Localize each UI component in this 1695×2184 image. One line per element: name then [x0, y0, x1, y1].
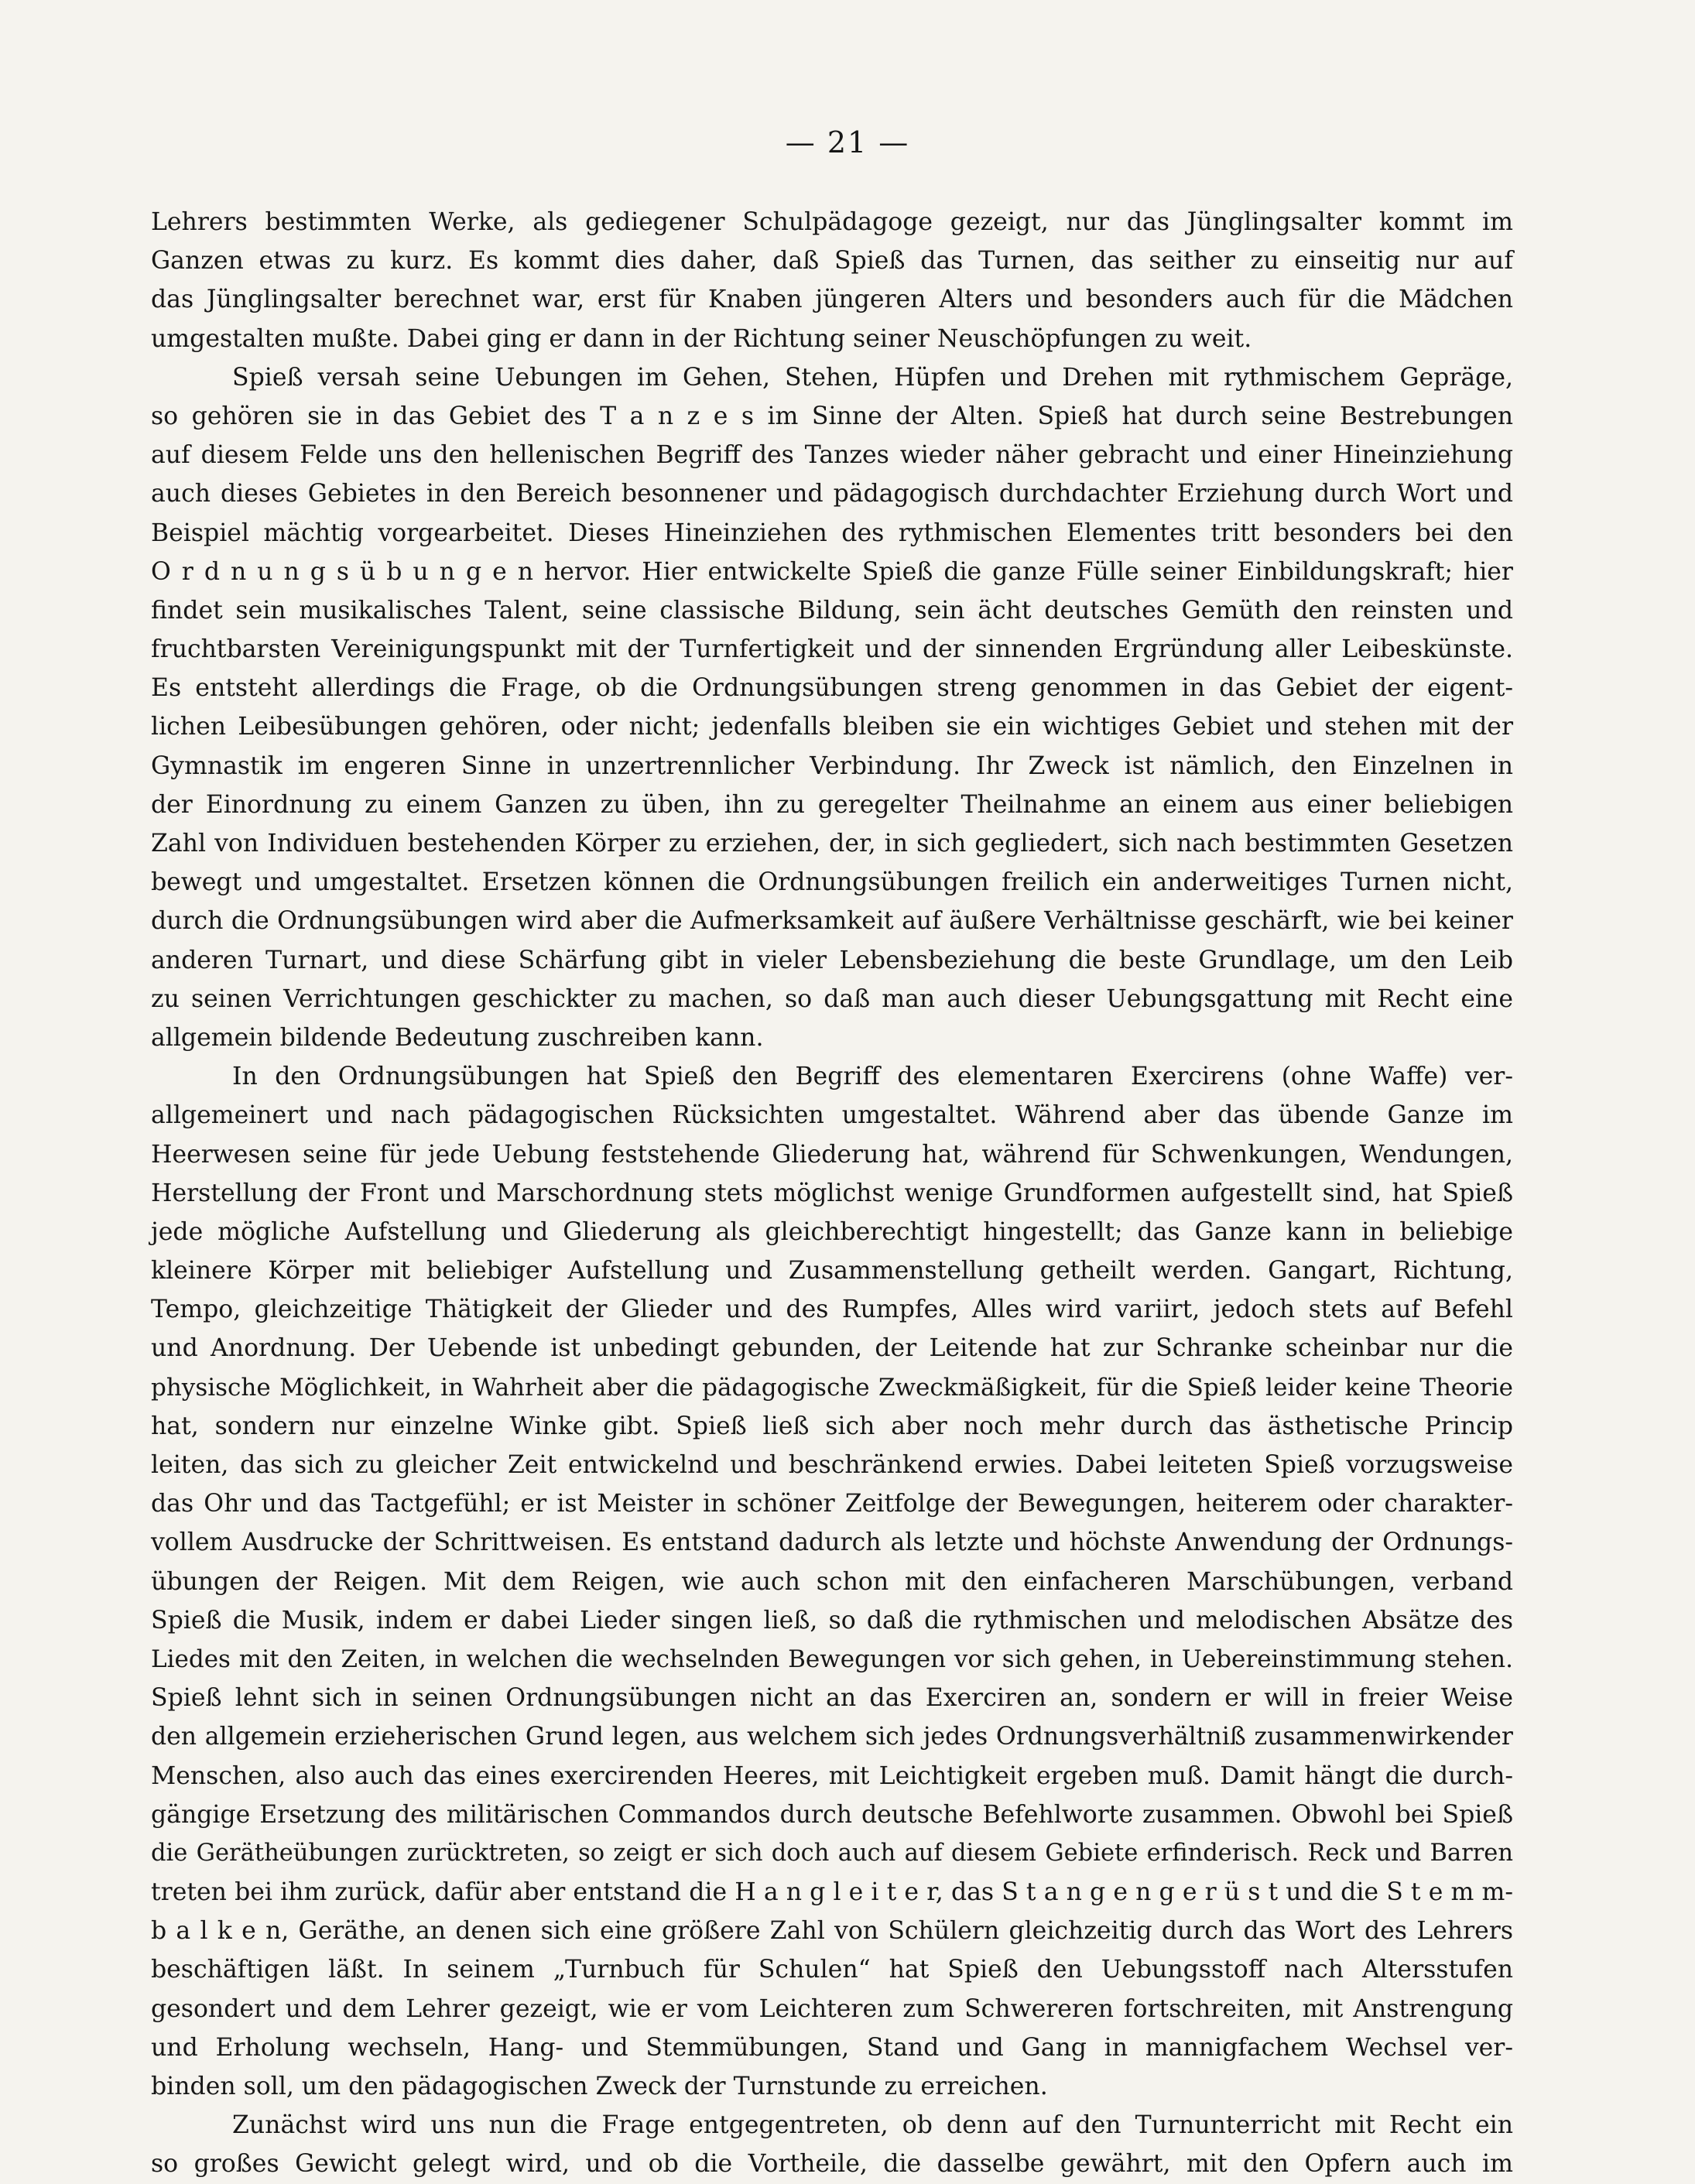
text-line: hat, sondern nur einzelne Winke gibt. Spieß ließ sich aber noch mehr durch das ästhetische Princip — [151, 1412, 1513, 1440]
text-line: Ganzen etwas zu kurz. Es kommt dies daher, daß Spieß das Turnen, das seither zu einseitig nur auf — [151, 247, 1513, 276]
text-line: durch die Ordnungsübungen wird aber die Aufmerksamkeit auf äußere Verhältnisse geschärft, wie bei keiner — [151, 907, 1513, 936]
text-line: leiten, das sich zu gleicher Zeit entwickelnd und beschränkend erwies. Dabei leiteten Spieß vorzugsweise — [151, 1451, 1513, 1479]
text-line: übungen der Reigen. Mit dem Reigen, wie auch schon mit den einfacheren Marschübungen, verband — [151, 1567, 1513, 1596]
text-line: bewegt und umgestaltet. Ersetzen können die Ordnungsübungen freilich ein anderweitiges Turnen nicht, — [151, 868, 1513, 897]
text-line: Heerwesen seine für jede Uebung feststehende Gliederung hat, während für Schwenkungen, Wendungen, — [151, 1140, 1513, 1169]
text-line: lichen Leibesübungen gehören, oder nicht; jedenfalls bleiben sie ein wichtiges Gebiet und stehen mit der — [151, 713, 1513, 741]
text-line: Zunächst wird uns nun die Frage entgegentreten, ob denn auf den Turnunterricht mit Recht ein — [232, 2111, 1513, 2140]
text-line: zu seinen Verrichtungen geschickter zu machen, so daß man auch dieser Uebungsgattung mit Recht eine — [151, 984, 1513, 1013]
text-line: physische Möglichkeit, in Wahrheit aber die pädagogische Zweckmäßigkeit, für die Spieß leider keine Theorie — [151, 1373, 1513, 1402]
text-line: vollem Ausdrucke der Schrittweisen. Es entstand dadurch als letzte und höchste Anwendung der Ordnungs- — [151, 1528, 1513, 1557]
text-line: Spieß lehnt sich in seinen Ordnungsübungen nicht an das Exerciren an, sondern er will in freier Weise — [151, 1684, 1513, 1713]
body-text — [151, 203, 1513, 2184]
text-line: Spieß die Musik, indem er dabei Lieder singen ließ, so daß die rythmischen und melodischen Absätze des — [151, 1606, 1513, 1635]
text-line: Herstellung der Front und Marschordnung stets möglichst wenige Grundformen aufgestellt sind, hat Spieß — [151, 1179, 1513, 1207]
text-line: Lehrers bestimmten Werke, als gediegener Schulpädagoge gezeigt, nur das Jünglingsalter kommt im — [151, 208, 1513, 236]
text-line: jede mögliche Aufstellung und Gliederung als gleichberechtigt hingestellt; das Ganze kann in beliebige — [151, 1217, 1513, 1246]
text-line: anderen Turnart, und diese Schärfung gibt in vieler Lebensbeziehung die beste Grundlage, um den Leib — [151, 946, 1513, 974]
text-line: beschäftigen läßt. In seinem „Turnbuch für Schulen“ hat Spieß den Uebungsstoff nach Altersstufen — [151, 1956, 1513, 1984]
text-line: die Gerätheübungen zurücktreten, so zeigt er sich doch auch auf diesem Gebiete erfinderisch. Reck und Barren — [151, 1839, 1513, 1867]
text-line: allgemein bildende Bedeutung zuschreiben kann. — [151, 1023, 764, 1052]
text-line: binden soll, um den pädagogischen Zweck der Turnstunde zu erreichen. — [151, 2073, 1048, 2100]
text-line: und Erholung wechseln, Hang- und Stemmübungen, Stand und Gang in mannigfachem Wechsel ver- — [151, 2033, 1513, 2062]
text-line: allgemeinert und nach pädagogischen Rücksichten umgestaltet. Während aber das übende Ganze im — [151, 1101, 1513, 1130]
text-line: umgestalten mußte. Dabei ging er dann in der Richtung seiner Neuschöpfungen zu weit. — [151, 324, 1252, 353]
text-line: b a l k e n, Geräthe, an denen sich eine größere Zahl von Schülern gleichzeitig durch das Wort des Lehrers — [151, 1917, 1513, 1946]
page-number: — 21 — — [785, 125, 910, 159]
text-line: so großes Gewicht gelegt wird, und ob die Vortheile, die dasselbe gewährt, mit den Opfern auch im — [151, 2150, 1513, 2179]
text-line: Menschen, also auch das eines exercirenden Heeres, mit Leichtigkeit ergeben muß. Damit hängt die durch- — [151, 1761, 1513, 1790]
text-line: fruchtbarsten Vereinigungspunkt mit der Turnfertigkeit und der sinnenden Ergründung aller Leibeskünste. — [151, 635, 1513, 664]
text-line: das Ohr und das Tactgefühl; er ist Meister in schöner Zeitfolge der Bewegungen, heiterem oder charakter- — [151, 1490, 1513, 1518]
text-line: das Jünglingsalter berechnet war, erst für Knaben jüngeren Alters und besonders auch für die Mädchen — [151, 286, 1513, 314]
text-line: auch dieses Gebietes in den Bereich besonnener und pädagogisch durchdachter Erziehung durch Wort und — [151, 480, 1513, 508]
text-line: gängige Ersetzung des militärischen Commandos durch deutsche Befehlworte zusammen. Obwohl bei Spieß — [151, 1800, 1513, 1829]
text-line: den allgemein erzieherischen Grund legen, aus welchem sich jedes Ordnungsverhältniß zusammenwirkender — [151, 1723, 1513, 1751]
text-line: treten bei ihm zurück, dafür aber entstand die H a n g l e i t e r, das S t a n g e n g e r ü s t und die S t e m m- — [151, 1878, 1513, 1907]
text-line: gesondert und dem Lehrer gezeigt, wie er vom Leichteren zum Schwereren fortschreiten, mit Anstrengung — [151, 1994, 1513, 2023]
text-line: Es entsteht allerdings die Frage, ob die Ordnungsübungen streng genommen in das Gebiet der eigent- — [151, 674, 1513, 703]
text-line: Zahl von Individuen bestehenden Körper zu erziehen, der, in sich gegliedert, sich nach bestimmten Gesetzen — [151, 830, 1513, 858]
text-line: findet sein musikalisches Talent, seine classische Bildung, sein ächt deutsches Gemüth den reinsten und — [151, 596, 1513, 625]
text-line: so gehören sie in das Gebiet des T a n z e s im Sinne der Alten. Spieß hat durch seine Bestrebungen — [151, 402, 1513, 430]
text-line: kleinere Körper mit beliebiger Aufstellung und Zusammenstellung getheilt werden. Gangart, Richtung, — [151, 1257, 1513, 1285]
text-line: und Anordnung. Der Uebende ist unbedingt gebunden, der Leitende hat zur Schranke scheinbar nur die — [151, 1334, 1513, 1363]
text-line: O r d n u n g s ü b u n g e n hervor. Hier entwickelte Spieß die ganze Fülle seiner Einbildungskraft; hier — [151, 557, 1513, 586]
text-line: auf diesem Felde uns den hellenischen Begriff des Tanzes wieder näher gebracht und einer Hineinziehung — [151, 441, 1513, 470]
text-line: Beispiel mächtig vorgearbeitet. Dieses Hineinziehen des rythmischen Elementes tritt besonders bei den — [151, 519, 1513, 547]
text-line: der Einordnung zu einem Ganzen zu üben, ihn zu geregelter Theilnahme an einem aus einer beliebigen — [151, 790, 1513, 819]
text-line: Liedes mit den Zeiten, in welchen die wechselnden Bewegungen vor sich gehen, in Uebereinstimmung stehen. — [151, 1645, 1513, 1673]
text-line: Spieß versah seine Uebungen im Gehen, Stehen, Hüpfen und Drehen mit rythmischem Gepräge, — [232, 363, 1513, 392]
text-line: Gymnastik im engeren Sinne in unzertrennlicher Verbindung. Ihr Zweck ist nämlich, den Einzelnen in — [151, 751, 1513, 780]
text-line: In den Ordnungsübungen hat Spieß den Begriff des elementaren Exercirens (ohne Waffe) ver- — [232, 1063, 1513, 1091]
text-line: Tempo, gleichzeitige Thätigkeit der Glieder und des Rumpfes, Alles wird variirt, jedoch stets auf Befehl — [151, 1296, 1513, 1324]
